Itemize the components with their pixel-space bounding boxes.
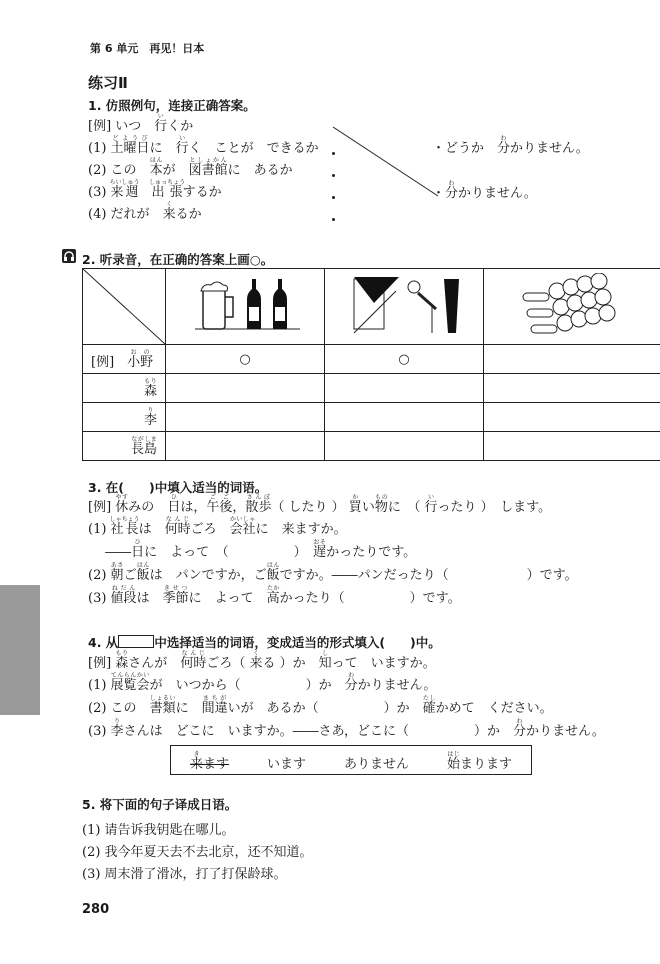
furigana-word: 始はじ	[446, 751, 460, 772]
name-cell	[83, 403, 166, 432]
furigana: き	[189, 751, 203, 758]
q5-item: (2) 我今年夏天去不去北京，还不知道。	[82, 845, 313, 860]
furigana: としょかん	[188, 157, 228, 164]
furigana-word: 確たし	[422, 695, 436, 716]
q1-title: 1. 仿照例句，连接正确答案。	[88, 98, 256, 113]
text-segment: (1)	[88, 678, 111, 693]
answer-option[interactable]	[432, 180, 537, 202]
answer-cell[interactable]	[484, 374, 660, 403]
answer-cell[interactable]: ○	[166, 345, 325, 374]
furigana-word: 森もり	[115, 650, 129, 671]
text-segment: (2) この	[88, 163, 150, 178]
furigana: らいしゅう	[109, 179, 140, 186]
text-segment: に	[175, 701, 202, 716]
q5-title: 5. 将下面的句子译成日语。	[82, 797, 238, 812]
furigana: く	[249, 650, 263, 657]
text-segment: ごろ（	[206, 656, 250, 671]
furigana: なんじ	[180, 650, 207, 657]
furigana-word: 展覧会てんらんかい	[110, 672, 150, 693]
furigana-word: 飯はん	[266, 562, 280, 583]
karaoke-icon	[344, 273, 464, 337]
answer-option[interactable]	[432, 135, 589, 157]
furigana: はじ	[446, 751, 460, 758]
furigana: どようび	[110, 135, 150, 142]
furigana-word: 行い	[424, 494, 438, 515]
furigana-word: 来き	[189, 751, 203, 772]
furigana: はん	[136, 562, 150, 569]
text-segment: するか	[182, 185, 222, 200]
text-segment: くか	[167, 119, 194, 134]
answer-cell[interactable]	[325, 374, 484, 403]
table-row	[83, 374, 660, 403]
text-segment: ・	[432, 186, 446, 201]
text-segment: かったり（ ）です。	[279, 591, 461, 606]
name-cell	[83, 345, 166, 374]
text-segment: に （	[387, 500, 425, 515]
furigana-word: 本ほん	[149, 157, 163, 178]
text-segment: ・どうか	[432, 141, 498, 156]
furigana-word: 図書館としょかん	[188, 157, 228, 178]
furigana-word: 日ひ	[131, 539, 145, 560]
furigana-word: 出張しゅっちょう	[149, 179, 186, 200]
text-segment: かりません。	[510, 141, 589, 156]
corner-cell	[83, 269, 166, 345]
furigana: り	[143, 406, 157, 414]
text-segment: いが あるか（ ）か	[227, 701, 423, 716]
text-segment: かりません。	[357, 678, 437, 693]
text-segment: ったり ） します。	[437, 500, 552, 515]
furigana-word: 書類しょるい	[149, 695, 176, 716]
furigana: ねだん	[110, 585, 137, 592]
listening-table	[82, 268, 660, 461]
answer-cell[interactable]	[484, 345, 660, 374]
text-segment: [例]	[88, 500, 116, 515]
text-segment: まります	[459, 757, 512, 772]
exercise-line	[88, 695, 553, 717]
text-segment: に	[149, 141, 176, 156]
furigana-word: 分わ	[344, 672, 358, 693]
furigana: しゃちょう	[109, 516, 140, 523]
text-segment: (1)	[88, 522, 111, 537]
furigana: わ	[344, 672, 358, 679]
furigana-word: 間違まちが	[201, 695, 228, 716]
text-segment: さんが	[128, 656, 181, 671]
furigana: おの	[127, 348, 154, 356]
furigana-word: 高たか	[266, 585, 280, 606]
word-choice	[447, 751, 512, 772]
text-segment: かったりです。	[326, 545, 417, 560]
furigana-word: 飯はん	[136, 562, 150, 583]
furigana: はん	[266, 562, 280, 569]
furigana-word: 遅おそ	[313, 539, 327, 560]
text-segment: ます	[203, 757, 230, 772]
furigana-word: 土曜日どようび	[110, 135, 150, 156]
text-segment: みの	[128, 500, 168, 515]
furigana-word: 休やす	[115, 494, 129, 515]
furigana-word: 分わ	[497, 135, 511, 156]
furigana-word: 長島ながしま	[130, 435, 157, 457]
name-cell	[83, 432, 166, 461]
furigana-word: 来週らいしゅう	[109, 179, 140, 200]
name-cell	[83, 374, 166, 403]
text-segment: る ）か	[262, 656, 319, 671]
q4-title-a: 4. 从	[88, 635, 119, 650]
text-segment: に あるか	[227, 163, 293, 178]
furigana-word: 物もの	[374, 494, 388, 515]
headphones-icon	[62, 249, 76, 263]
furigana: てんらんかい	[110, 672, 150, 679]
furigana: もり	[143, 377, 157, 385]
furigana: きせつ	[162, 585, 189, 592]
exercise-line	[88, 516, 347, 538]
furigana: ひ	[167, 494, 181, 501]
picture-yakitori	[484, 269, 660, 345]
answer-cell[interactable]	[166, 374, 325, 403]
q3-title: 3. 在( )中填入适当的词语。	[88, 480, 268, 495]
furigana-word: 行い	[154, 113, 168, 134]
table-row	[83, 432, 660, 461]
text-segment: に 来ますか。	[255, 522, 347, 537]
text-segment: ごろ	[190, 522, 230, 537]
furigana: く	[162, 201, 176, 208]
text-segment: (2) この	[88, 701, 150, 716]
text-segment: かりません。	[526, 724, 605, 739]
exercise-line	[88, 718, 605, 740]
text-segment: かめて ください。	[435, 701, 553, 716]
furigana: ながしま	[130, 435, 157, 443]
answer-cell[interactable]	[325, 432, 484, 461]
text-segment: い	[361, 500, 375, 515]
text-segment: (3)	[88, 185, 111, 200]
furigana-word: 来く	[162, 201, 176, 222]
furigana: わ	[513, 718, 527, 725]
text-segment: ――	[88, 545, 132, 560]
q2-title: 2. 听录音，在正确的答案上画○。	[82, 252, 274, 267]
text-segment: が いつから（ ）か	[149, 678, 345, 693]
word-choice	[344, 753, 409, 772]
text-segment: が	[162, 163, 189, 178]
text-segment: [例]	[88, 656, 116, 671]
text-segment: く ことが できるか	[188, 141, 319, 156]
q4-title	[88, 633, 441, 651]
exercise-line	[88, 585, 461, 607]
exercise-line	[88, 562, 578, 584]
furigana-word: 分わ	[445, 180, 459, 201]
answer-cell[interactable]: ○	[325, 345, 484, 374]
furigana: ほん	[149, 157, 163, 164]
text-segment: (3)	[88, 591, 111, 606]
yakitori-icon	[513, 273, 633, 337]
furigana: ひ	[131, 539, 145, 546]
text-segment: に よって	[188, 591, 267, 606]
chapter-side-tab	[0, 585, 40, 715]
furigana: おそ	[313, 539, 327, 546]
answer-cell[interactable]	[484, 403, 660, 432]
furigana-word: 知し	[318, 650, 332, 671]
text-segment: [例] いつ	[88, 119, 155, 134]
text-segment: （ したり ）	[271, 500, 349, 515]
unit-header: 第 6 单元 再见！日本	[90, 42, 205, 55]
furigana: し	[318, 650, 332, 657]
table-row	[83, 403, 660, 432]
furigana: り	[110, 718, 124, 725]
furigana-word: 森もり	[143, 377, 157, 399]
text-segment: います	[266, 757, 306, 772]
furigana-word: 行い	[175, 135, 189, 156]
blank-box	[118, 635, 154, 648]
text-segment: さんは どこに いますか。――さあ，どこに（ ）か	[123, 724, 514, 739]
furigana-word: 季節きせつ	[162, 585, 189, 606]
text-segment: (1)	[88, 141, 111, 156]
answer-cell[interactable]	[166, 432, 325, 461]
furigana-word: 分わ	[513, 718, 527, 739]
furigana-word: 午後ごご	[206, 494, 233, 515]
text-segment: [例]	[91, 354, 128, 370]
furigana: か	[348, 494, 362, 501]
word-choice	[190, 751, 229, 772]
text-segment: (2)	[88, 568, 111, 583]
furigana-word: 来く	[249, 650, 263, 671]
word-choice	[267, 753, 306, 772]
page-number: 280	[82, 902, 110, 917]
furigana: もの	[374, 494, 388, 501]
furigana-word: 何時なんじ	[180, 650, 207, 671]
furigana-word: 李り	[143, 406, 157, 428]
picture-beer	[166, 269, 325, 345]
furigana-word: 会社かいしゃ	[229, 516, 256, 537]
furigana-word: 小野おの	[127, 348, 154, 370]
furigana: やす	[115, 494, 129, 501]
furigana: たし	[422, 695, 436, 702]
beer-icon	[185, 273, 305, 337]
text-segment: は パンですか，ご	[149, 568, 267, 583]
exercise-line	[88, 650, 436, 672]
furigana-word: 何時なんじ	[164, 516, 191, 537]
furigana: もり	[115, 650, 129, 657]
text-segment: ，	[232, 500, 246, 515]
furigana: かいしゃ	[229, 516, 256, 523]
furigana-word: 社長しゃちょう	[109, 516, 140, 537]
section-title: 练习Ⅱ	[88, 74, 128, 92]
furigana: たか	[266, 585, 280, 592]
furigana-word: 散歩さんぽ	[245, 494, 272, 515]
text-segment: に よって （ ）	[144, 545, 314, 560]
text-segment: は，	[180, 500, 207, 515]
furigana-word: 値段ねだん	[110, 585, 137, 606]
text-segment: ご	[123, 568, 137, 583]
exercise-line	[88, 494, 551, 516]
text-segment: って いますか。	[331, 656, 436, 671]
furigana: しゅっちょう	[149, 179, 186, 186]
example-connector-line	[0, 0, 660, 240]
answer-cell[interactable]	[166, 403, 325, 432]
text-segment: るか	[175, 207, 202, 222]
answer-cell[interactable]	[325, 403, 484, 432]
picture-karaoke	[325, 269, 484, 345]
furigana-word: 李り	[110, 718, 124, 739]
q4-title-b: 中选择适当的词语，变成适当的形式填入( )中。	[154, 635, 441, 650]
text-segment: ですか。――パンだったり（ ）です。	[279, 568, 578, 583]
answer-cell[interactable]	[484, 432, 660, 461]
text-segment: (3)	[88, 724, 111, 739]
text-segment: かりません。	[458, 186, 537, 201]
furigana: まちが	[201, 695, 228, 702]
furigana: さんぽ	[245, 494, 272, 501]
furigana: しょるい	[149, 695, 176, 702]
text-segment: は	[138, 522, 165, 537]
furigana-word: 日ひ	[167, 494, 181, 515]
furigana: なんじ	[164, 516, 191, 523]
q5-item: (1) 请告诉我钥匙在哪儿。	[82, 823, 235, 838]
furigana: い	[424, 494, 438, 501]
text-segment: ありません	[343, 757, 409, 772]
exercise-line	[88, 539, 416, 561]
furigana: ごご	[206, 494, 233, 501]
text-segment: (4) だれが	[88, 207, 163, 222]
furigana-word: 朝あさ	[110, 562, 124, 583]
furigana: わ	[445, 180, 459, 187]
furigana-word: 買か	[348, 494, 362, 515]
furigana: わ	[497, 135, 511, 142]
table-row	[83, 345, 660, 374]
q5-item: (3) 周末滑了滑冰，打了打保龄球。	[82, 867, 287, 882]
furigana: あさ	[110, 562, 124, 569]
furigana: い	[154, 113, 168, 120]
exercise-line	[88, 672, 436, 694]
word-choice-box	[170, 745, 532, 775]
furigana: い	[175, 135, 189, 142]
text-segment: は	[136, 591, 163, 606]
